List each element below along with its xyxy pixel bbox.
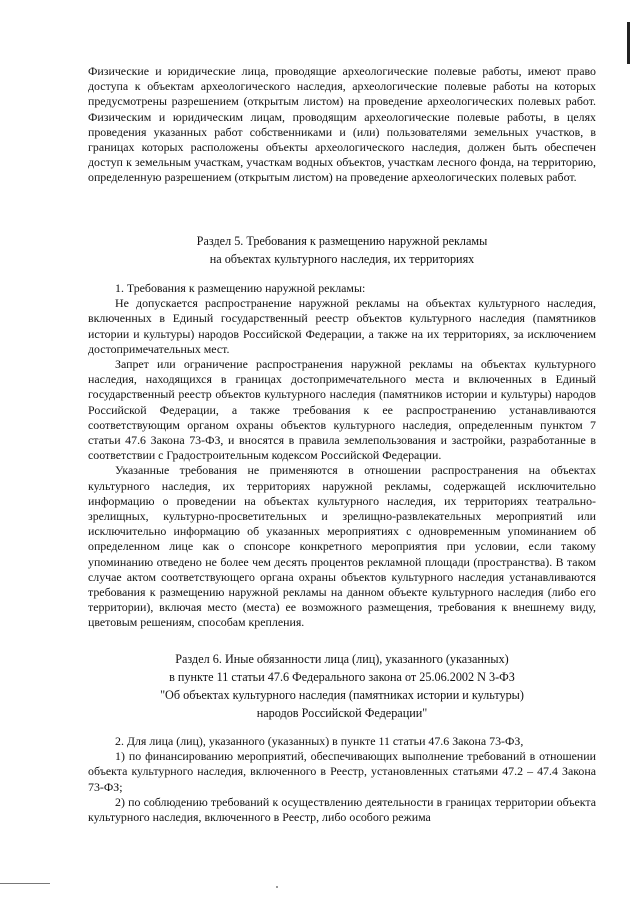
section6-heading-line3: "Об объектах культурного наследия (памятниках истории и культуры) bbox=[160, 688, 524, 702]
section6-heading-line1: Раздел 6. Иные обязанности лица (лиц), указанного (указанных) bbox=[175, 652, 509, 666]
scan-speck bbox=[276, 886, 278, 888]
section6-item2: 2. Для лица (лиц), указанного (указанных) в пункте 11 статьи 47.6 Закона 73-ФЗ, bbox=[115, 734, 524, 748]
scan-bottom-line bbox=[0, 883, 50, 884]
section5-heading bbox=[100, 232, 584, 268]
section6-body bbox=[88, 734, 596, 825]
section6-heading-line4: народов Российской Федерации" bbox=[256, 706, 428, 720]
section5-heading-line1: Раздел 5. Требования к размещению наружной рекламы bbox=[196, 234, 488, 248]
section5-para2: Запрет или ограничение распространения наружной рекламы на объектах культурного наследия, находящихся в границах достопримечательного места и включенных в Единый государственный реестр объектов культурного наследия (памятников истории и культуры) народов Российской Федерации, а также требования к ее распространению устанавливаются соответствующим органом охраны объектов культурного наследия, определенным пунктом 7 статьи 47.6 Закона 73-ФЗ, и вносятся в правила землепользования и застройки, разработанные в соответствии с Градостроительным кодексом Российской Федерации. bbox=[88, 357, 596, 463]
section6-sub1: 1) по финансированию мероприятий, обеспечивающих выполнение требований в отношении объекта культурного наследия, включенного в Реестр, установленных статьями 47.2 – 47.4 Закона 73-ФЗ; bbox=[88, 749, 596, 794]
intro-block bbox=[88, 64, 596, 186]
intro-paragraph: Физические и юридические лица, проводящие археологические полевые работы, имеют право доступа к объектам археологического наследия, археологические полевые работы на которых предусмотрены разрешением (открытым листом) на проведение археологических полевых работ. Физическим и юридическим лицам, проводящим археологические полевые работы, в целях проведения указанных работ собственниками и (или) пользователями земельных участков, в границах которых расположены объекты археологического наследия, должен быть обеспечен доступ к земельным участкам, участкам водных объектов, участкам лесного фонда, на территорию, определенную разрешением (открытым листом) на проведение археологических полевых работ. bbox=[88, 64, 596, 185]
section6-heading-line2: в пункте 11 статьи 47.6 Федерального закона от 25.06.2002 N 3-ФЗ bbox=[169, 670, 515, 684]
section6-sub2: 2) по соблюдению требований к осуществлению деятельности в границах территории объекта культурного наследия, включенного в Реестр, либо особого режима bbox=[88, 794, 596, 825]
section5-item1: 1. Требования к размещению наружной рекламы: bbox=[115, 281, 366, 295]
section5-body bbox=[88, 281, 596, 631]
section5-para3: Указанные требования не применяются в отношении распространения на объектах культурного наследия, их территориях наружной рекламы, содержащей исключительно информацию о проведении на объектах культурного наследия, их территориях театрально-зрелищных, культурно-просветительных и зрелищно-развлекательных мероприятий или исключительно информацию об указанных мероприятиях с одновременным упоминанием об определенном лице как о спонсоре конкретного мероприятия при условии, если такому упоминанию отведено не более чем десять процентов рекламной площади (пространства). В таком случае актом соответствующего органа охраны объектов культурного наследия устанавливаются требования к размещению наружной рекламы на данном объекте культурного наследия (либо его территории), включая место (места) ее возможного размещения, требования к внешнему виду, цветовым решениям, способам крепления. bbox=[88, 463, 596, 630]
section6-heading bbox=[100, 650, 584, 722]
section5-para1: Не допускается распространение наружной рекламы на объектах культурного наследия, включенных в Единый государственный реестр объектов культурного наследия (памятников истории и культуры) народов Российской Федерации, а также на их территориях, за исключением достопримечательных мест. bbox=[88, 296, 596, 356]
scan-edge-mark bbox=[627, 22, 630, 64]
section5-heading-line2: на объектах культурного наследия, их территориях bbox=[209, 252, 475, 266]
